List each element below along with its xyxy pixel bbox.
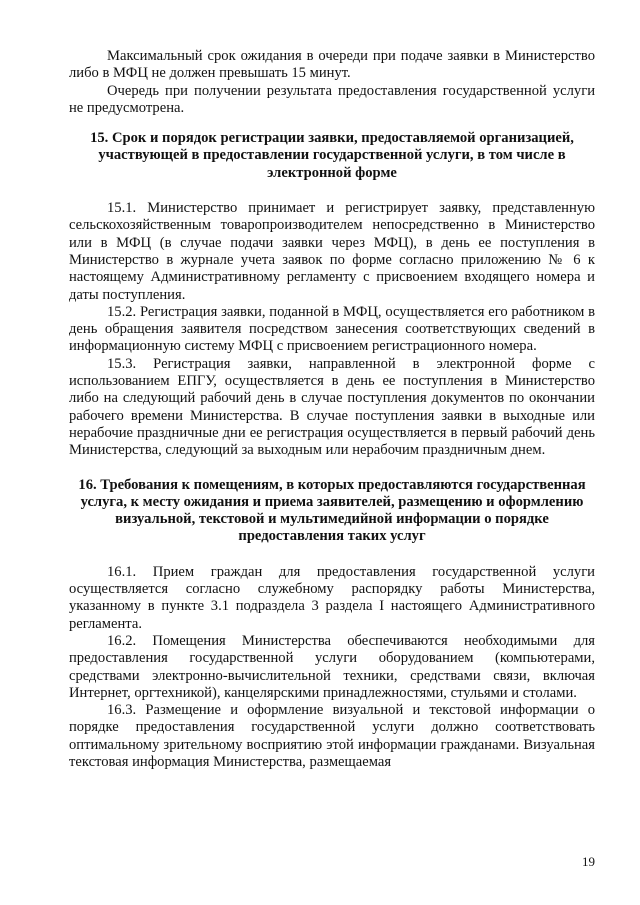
paragraph-15-3: 15.3. Регистрация заявки, направленной в электронной форме с использованием ЕПГУ, осуществляется в день ее поступления в Министерство либо на следующий рабочий день в случае поступления документов по окончании рабочего времени Министерства. В случае поступления заявки в выходные или нерабочие праздничные дни ее регистрация осуществляется в первый рабочий день Министерства, следующий за выходным или нерабочим праздничным днем. <box>69 355 595 459</box>
section-16-heading: 16. Требования к помещениям, в которых предоставляются государственная услуга, к месту ожидания и приема заявителей, размещению и оформлению визуальной, текстовой и мультимедийной информации о порядке предоставления таких услуг <box>78 476 586 545</box>
paragraph-16-3: 16.3. Размещение и оформление визуальной и текстовой информации о порядке предоставления государственной услуги должно соответствовать оптимальному зрительному восприятию этой информации гражданами. Визуальная текстовая информация Министерства, размещаемая <box>69 702 595 770</box>
paragraph-16-2: 16.2. Помещения Министерства обеспечиваются необходимыми для предоставления государственной услуги оборудованием (компьютерами, средствами электронно-вычислительной техники, средствами связи, включая Интернет, оргтехникой), канцелярскими принадлежностями, стульями и столами. <box>69 632 595 701</box>
page-number: 19 <box>582 854 595 869</box>
paragraph-15-1: 15.1. Министерство принимает и регистрирует заявку, представленную сельскохозяйственным товаропроизводителем непосредственно в Министерство или в МФЦ (в случае подачи заявки через МФЦ), в день ее поступления в Министерство в журнале учета заявок по форме согласно приложению № 6 к настоящему Административному регламенту с присвоением входящего номера и даты поступления. <box>69 200 595 303</box>
paragraph-queue-result: Очередь при получении результата предоставления государственной услуги не предусмотрена. <box>69 82 595 116</box>
section-15-heading: 15. Срок и порядок регистрации заявки, предоставляемой организацией, участвующей в предоставлении государственной услуги, в том числе в электронной форме <box>90 130 574 181</box>
document-page <box>69 48 595 771</box>
paragraph-15-2: 15.2. Регистрация заявки, поданной в МФЦ, осуществляется его работником в день обращения заявителя посредством занесения соответствующих сведений в информационную систему МФЦ с присвоением регистрационного номера. <box>69 303 595 355</box>
paragraph-16-1: 16.1. Прием граждан для предоставления государственной услуги осуществляется согласно служебному распорядку работы Министерства, указанному в пункте 3.1 подраздела 3 раздела I настоящего Административного регламента. <box>69 563 595 632</box>
paragraph-waiting-time: Максимальный срок ожидания в очереди при подаче заявки в Министерство либо в МФЦ не должен превышать 15 минут. <box>69 48 595 82</box>
